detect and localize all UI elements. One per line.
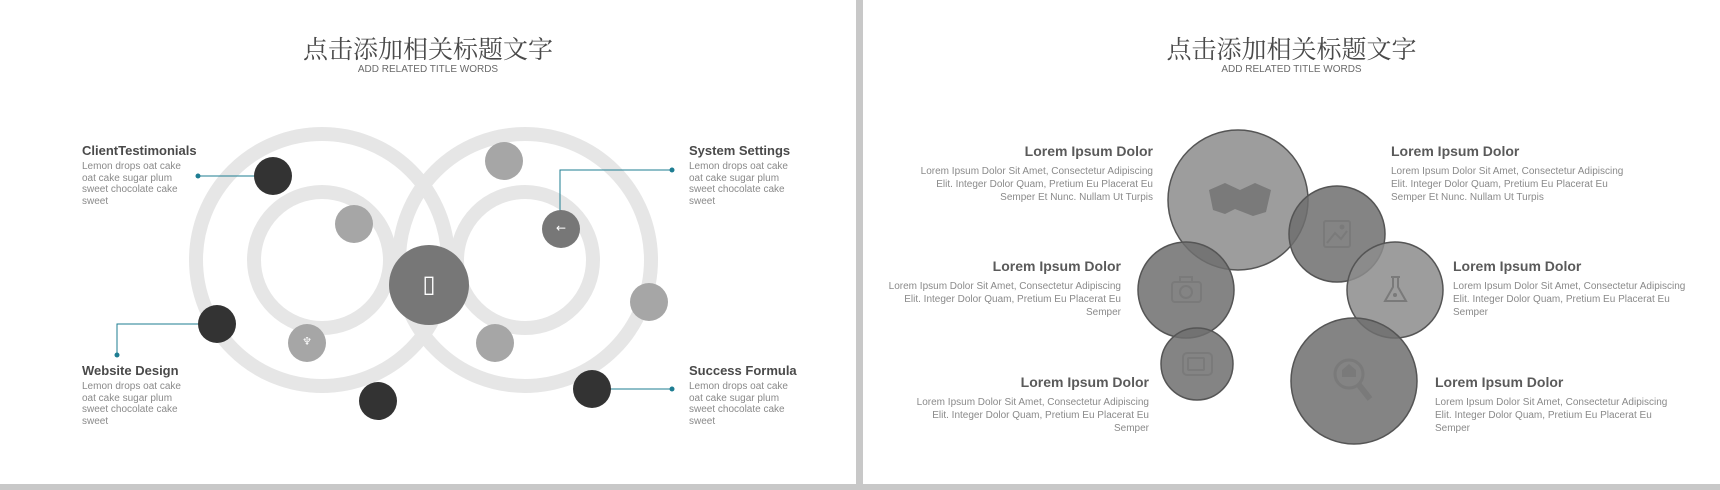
item-body: Lorem Ipsum Dolor Sit Amet, Consectetur Adipiscing Elit. Integer Dolor Quam, Pretium Eu Placerat Eu Semper bbox=[916, 397, 1149, 434]
item-heading: Lorem Ipsum Dolor bbox=[1020, 374, 1149, 390]
bubble-search bbox=[1291, 318, 1417, 444]
node-light-right bbox=[630, 283, 668, 321]
item-heading: Website Design bbox=[82, 363, 179, 378]
item-body: Lorem Ipsum Dolor Sit Amet, Consectetur Adipiscing Elit. Integer Dolor Quam, Pretium Eu Placerat Eu Semper Et Nunc. Nullam Ut Turpis bbox=[920, 166, 1153, 203]
item-body: Lorem Ipsum Dolor Sit Amet, Consectetur Adipiscing Elit. Integer Dolor Quam, Pretium Eu Placerat Eu Semper bbox=[1435, 397, 1668, 434]
node-dark-client bbox=[254, 157, 292, 195]
node-light-top-right bbox=[485, 142, 523, 180]
slide-left bbox=[0, 0, 856, 484]
connector-dot bbox=[115, 353, 120, 358]
small-icon: ♆ bbox=[302, 335, 312, 348]
center-icon: ▯ bbox=[422, 270, 436, 298]
item-heading: Lorem Ipsum Dolor bbox=[1391, 143, 1520, 159]
item-body: Lemon drops oat cake oat cake sugar plum sweet chocolate cake sweet bbox=[689, 161, 788, 207]
slide-right bbox=[863, 0, 1720, 484]
connector-dot bbox=[670, 387, 675, 392]
node-light-top-left bbox=[335, 205, 373, 243]
item-body: Lorem Ipsum Dolor Sit Amet, Consectetur Adipiscing Elit. Integer Dolor Quam, Pretium Eu Placerat Eu Semper Et Nunc. Nullam Ut Turpis bbox=[1391, 166, 1624, 203]
node-light-bottom-right bbox=[476, 324, 514, 362]
slide-subtitle: ADD RELATED TITLE WORDS bbox=[1221, 64, 1362, 75]
item-heading: Lorem Ipsum Dolor bbox=[1453, 258, 1582, 274]
connector-dot bbox=[670, 168, 675, 173]
connector-website bbox=[117, 324, 200, 355]
item-heading: ClientTestimonials bbox=[82, 143, 197, 158]
node-dark-bottom bbox=[359, 382, 397, 420]
item-heading: System Settings bbox=[689, 143, 791, 158]
item-body: Lemon drops oat cake oat cake sugar plum sweet chocolate cake sweet bbox=[689, 381, 788, 427]
bubble-camera bbox=[1138, 242, 1234, 338]
arrow-icon: ← bbox=[555, 221, 567, 235]
item-body: Lorem Ipsum Dolor Sit Amet, Consectetur Adipiscing Elit. Integer Dolor Quam, Pretium Eu Placerat Eu Semper bbox=[1453, 281, 1686, 318]
item-body: Lemon drops oat cake oat cake sugar plum sweet chocolate cake sweet bbox=[82, 161, 181, 207]
node-dark-success bbox=[573, 370, 611, 408]
inner-ring-left bbox=[254, 192, 390, 328]
bubble-tv bbox=[1161, 328, 1233, 400]
item-body: Lorem Ipsum Dolor Sit Amet, Consectetur Adipiscing Elit. Integer Dolor Quam, Pretium Eu Placerat Eu Semper bbox=[888, 281, 1121, 318]
item-heading: Lorem Ipsum Dolor bbox=[992, 258, 1121, 274]
connector-dot bbox=[196, 174, 201, 179]
item-heading: Success Formula bbox=[689, 363, 797, 378]
item-heading: Lorem Ipsum Dolor bbox=[1435, 374, 1564, 390]
slide-title: 点击添加相关标题文字 bbox=[1166, 35, 1417, 64]
item-body: Lemon drops oat cake oat cake sugar plum sweet chocolate cake sweet bbox=[82, 381, 181, 427]
node-dark-website bbox=[198, 305, 236, 343]
slide-subtitle: ADD RELATED TITLE WORDS bbox=[357, 64, 499, 75]
inner-ring-right bbox=[457, 192, 593, 328]
slide-title: 点击添加相关标题文字 bbox=[302, 35, 553, 64]
item-heading: Lorem Ipsum Dolor bbox=[1024, 143, 1153, 159]
